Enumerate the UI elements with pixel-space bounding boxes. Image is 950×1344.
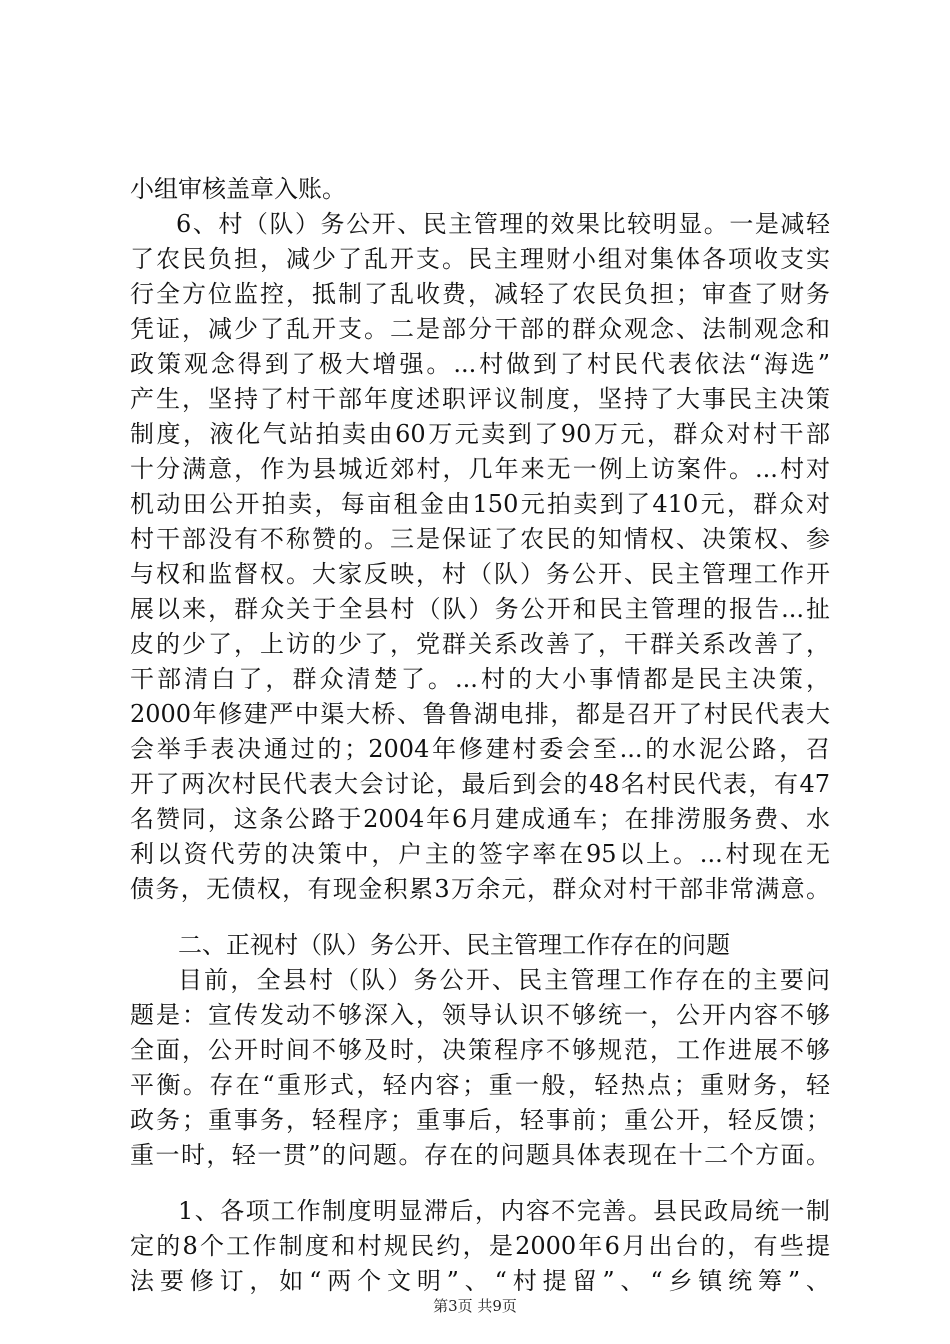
text-line: 目前，全县村（队）务公开、民主管理工作存在的主要问 [178, 966, 830, 994]
text-line: 凭证，减少了乱开支。二是部分干部的群众观念、法制观念和 [130, 315, 830, 343]
text-line: 题是：宣传发动不够深入，领导认识不够统一，公开内容不够 [130, 1001, 830, 1029]
text-line: 小组审核盖章入账。 [130, 175, 346, 203]
text-line: 利以资代劳的决策中，户主的签字率在95以上。...村现在无 [130, 840, 830, 868]
text-line: 政务；重事务，轻程序；重事后，轻事前；重公开，轻反馈； [130, 1106, 830, 1134]
text-line: 村干部没有不称赞的。三是保证了农民的知情权、决策权、参 [130, 525, 830, 553]
page-number-footer: 第3页 共9页 [433, 1297, 517, 1315]
text-line: 了农民负担，减少了乱开支。民主理财小组对集体各项收支实 [130, 245, 830, 273]
text-line: 全面，公开时间不够及时，决策程序不够规范，工作进展不够 [130, 1036, 830, 1064]
text-line: 机动田公开拍卖，每亩租金由150元拍卖到了410元，群众对 [130, 490, 830, 518]
text-line: 政策观念得到了极大增强。...村做到了村民代表依法“海选” [130, 350, 830, 378]
text-line: 名赞同，这条公路于2004年6月建成通车；在排涝服务费、水 [130, 805, 830, 833]
section-heading: 二、正视村（队）务公开、民主管理工作存在的问题 [178, 931, 730, 959]
text-line: 展以来，群众关于全县村（队）务公开和民主管理的报告...扯 [130, 595, 830, 623]
text-line: 定的8个工作制度和村规民约，是2000年6月出台的，有些提 [130, 1232, 830, 1260]
text-line: 行全方位监控，抵制了乱收费，减轻了农民负担；审查了财务 [130, 280, 830, 308]
text-line: 重一时，轻一贯”的问题。存在的问题具体表现在十二个方面。 [130, 1141, 830, 1169]
text-line: 十分满意，作为县城近郊村，几年来无一例上访案件。...村对 [130, 455, 830, 483]
text-line: 平衡。存在“重形式，轻内容；重一般，轻热点；重财务，轻 [130, 1071, 830, 1099]
text-line: 与权和监督权。大家反映，村（队）务公开、民主管理工作开 [130, 560, 830, 588]
text-line: 债务，无债权，有现金积累3万余元，群众对村干部非常满意。 [130, 875, 830, 903]
text-line: 法要修订，如“两个文明”、“村提留”、“乡镇统筹”、 [130, 1267, 830, 1295]
text-line: 产生，坚持了村干部年度述职评议制度，坚持了大事民主决策 [130, 385, 830, 413]
text-line: 开了两次村民代表大会讨论，最后到会的48名村民代表，有47 [130, 770, 830, 798]
text-line: 6、村（队）务公开、民主管理的效果比较明显。一是减轻 [176, 210, 830, 238]
text-line: 干部清白了，群众清楚了。...村的大小事情都是民主决策， [130, 665, 830, 693]
text-line: 制度，液化气站拍卖由60万元卖到了90万元，群众对村干部 [130, 420, 830, 448]
text-line: 1、各项工作制度明显滞后，内容不完善。县民政局统一制 [178, 1197, 830, 1225]
text-line: 皮的少了，上访的少了，党群关系改善了，干群关系改善了， [130, 630, 830, 658]
text-line: 会举手表决通过的；2004年修建村委会至...的水泥公路，召 [130, 735, 830, 763]
text-line: 2000年修建严中渠大桥、鲁鲁湖电排，都是召开了村民代表大 [130, 700, 830, 728]
